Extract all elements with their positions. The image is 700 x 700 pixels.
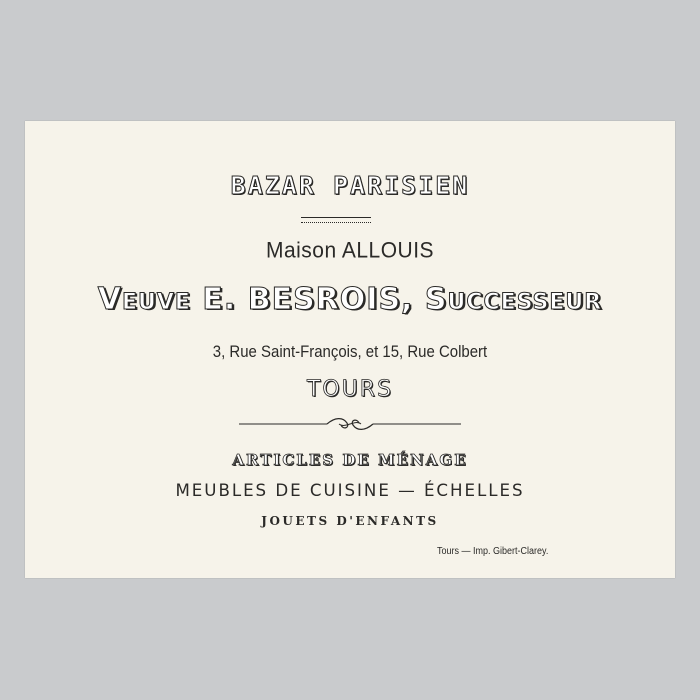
shop-address: 3, Rue Saint-François, et 15, Rue Colbert bbox=[212, 342, 488, 361]
proprietor-prefix-initial: V bbox=[97, 282, 122, 317]
ornamental-flourish bbox=[239, 415, 461, 433]
proprietor-suffix-initial: S bbox=[424, 282, 448, 317]
proprietor-line bbox=[25, 282, 675, 317]
shop-title: BAZAR PARISIEN bbox=[230, 171, 470, 200]
line-jouets: JOUETS D'ENFANTS bbox=[261, 514, 439, 528]
proprietor-suffix-rest: UCCESSEUR bbox=[447, 290, 603, 315]
proprietor-prefix-rest: EUVE bbox=[121, 290, 191, 315]
title-divider bbox=[301, 217, 371, 223]
proprietor-name: E. BESROIS, bbox=[202, 282, 414, 317]
business-card bbox=[25, 121, 675, 578]
printer-credit: Tours — Imp. Gibert-Clarey. bbox=[437, 546, 549, 557]
line-meubles: MEUBLES DE CUISINE — ÉCHELLES bbox=[175, 481, 525, 501]
maison-name: Maison ALLOUIS bbox=[265, 238, 435, 263]
shop-city: TOURS bbox=[306, 377, 394, 402]
line-articles: ARTICLES DE MÉNAGE bbox=[232, 451, 468, 469]
